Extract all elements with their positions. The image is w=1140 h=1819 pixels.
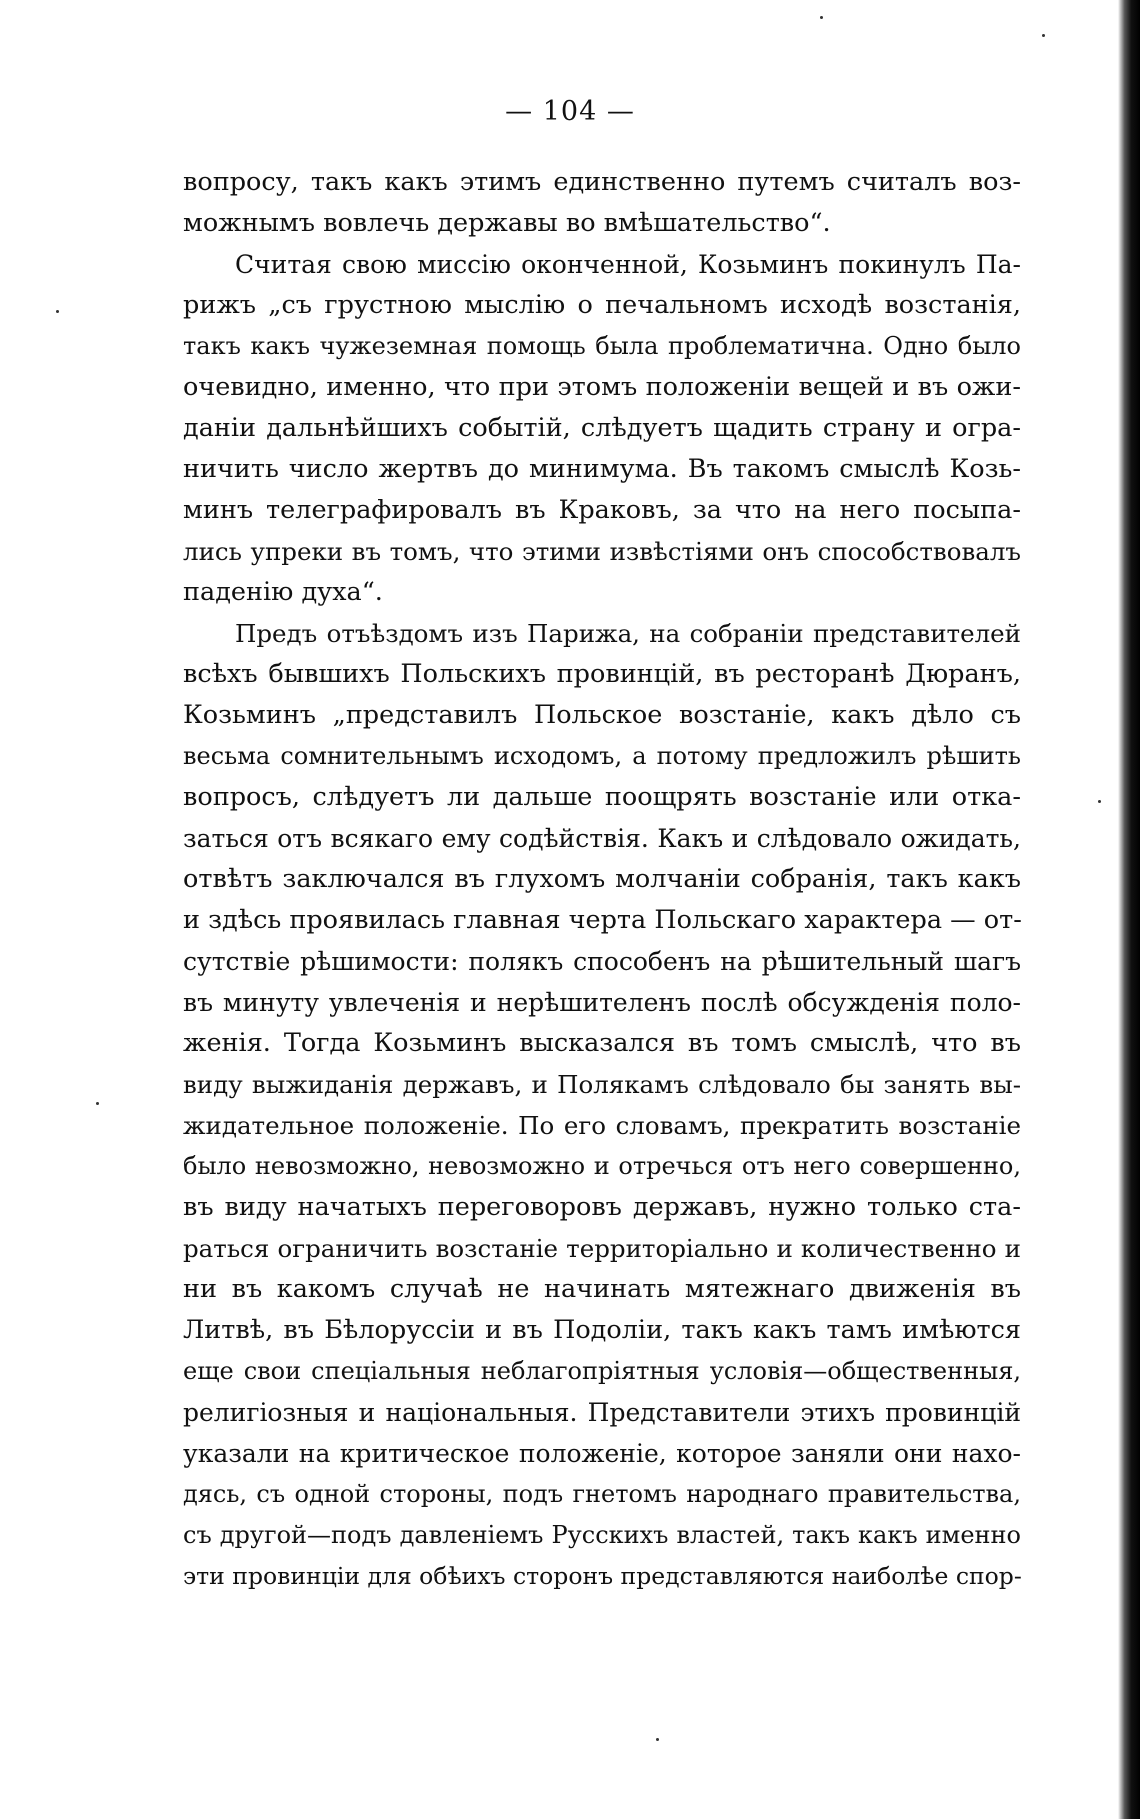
- scan-speck: [1098, 800, 1101, 803]
- text-line: было невозможно, невозможно и отречься отъ него совершенно,: [183, 1152, 1021, 1180]
- text-line: сутствіе рѣшимости: полякъ способенъ на рѣшительный шагъ: [183, 947, 1021, 976]
- page-number: — 104 —: [505, 96, 635, 127]
- text-line: Предъ отъѣздомъ изъ Парижа, на собраніи представителей: [235, 619, 1021, 648]
- text-line: въ минуту увлеченія и нерѣшителенъ послѣ обсужденія поло-: [183, 988, 1021, 1017]
- text-line: даніи дальнѣйшихъ событій, слѣдуетъ щадить страну и огра-: [183, 413, 1021, 443]
- text-line: дясь, съ одной стороны, подъ гнетомъ народнаго правительства,: [183, 1480, 1021, 1508]
- text-line: указали на критическое положеніе, которое заняли они нахо-: [183, 1439, 1021, 1468]
- scan-speck: [1042, 34, 1045, 37]
- text-line: съ другой—подъ давленіемъ Русскихъ властей, такъ какъ именно: [183, 1521, 1021, 1549]
- text-line: виду выжиданія державъ, и Полякамъ слѣдовало бы занять вы-: [183, 1070, 1021, 1099]
- text-line: ничить число жертвъ до минимума. Въ такомъ смыслѣ Козь-: [183, 454, 1021, 484]
- text-line: женія. Тогда Козьминъ высказался въ томъ смыслѣ, что въ: [183, 1028, 1021, 1058]
- text-line: вопросу, такъ какъ этимъ единственно путемъ считалъ воз-: [183, 167, 1021, 197]
- text-line: лись упреки въ томъ, что этими извѣстіями онъ способствовалъ: [183, 537, 1021, 566]
- text-line: эти провинціи для обѣихъ сторонъ представляются наиболѣе спор-: [183, 1562, 1022, 1590]
- text-line: въ виду начатыхъ переговоровъ державъ, нужно только ста-: [183, 1192, 1021, 1222]
- scan-speck: [96, 1102, 99, 1105]
- text-line: минъ телеграфировалъ въ Краковъ, за что на него посыпа-: [183, 495, 1021, 525]
- text-line: весьма сомнительнымъ исходомъ, а потому предложилъ рѣшить: [183, 742, 1021, 770]
- text-line: паденію духа“.: [183, 577, 383, 607]
- text-line: такъ какъ чужеземная помощь была проблематична. Одно было: [183, 332, 1021, 360]
- scan-speck: [820, 16, 823, 19]
- text-line: ни въ какомъ случаѣ не начинать мятежнаго движенія въ: [183, 1274, 1021, 1304]
- text-line: заться отъ всякаго ему содѣйствія. Какъ и слѣдовало ожидать,: [183, 824, 1021, 853]
- page-edge-shadow: [1118, 0, 1140, 1819]
- text-line: Считая свою миссію оконченной, Козьминъ покинулъ Па-: [235, 250, 1021, 279]
- scan-speck: [56, 310, 59, 313]
- text-line: раться ограничить возстаніе территоріально и количественно и: [183, 1234, 1021, 1263]
- text-line: жидательное положеніе. По его словамъ, прекратить возстаніе: [183, 1111, 1021, 1140]
- body-text: [183, 162, 1021, 1597]
- text-line: и здѣсь проявилась главная черта Польскаго характера — от-: [183, 905, 1022, 935]
- text-line: рижъ „съ грустною мыслію о печальномъ исходѣ возстанія,: [183, 290, 1021, 320]
- text-line: Литвѣ, въ Бѣлоруссіи и въ Подоліи, такъ какъ тамъ имѣются: [183, 1315, 1021, 1345]
- text-line: религіозныя и національныя. Представители этихъ провинцій: [183, 1398, 1021, 1427]
- text-line: очевидно, именно, что при этомъ положеніи вещей и въ ожи-: [183, 372, 1021, 402]
- text-line: всѣхъ бывшихъ Польскихъ провинцій, въ ресторанѣ Дюранъ,: [183, 659, 1021, 689]
- text-line: отвѣтъ заключался въ глухомъ молчаніи собранія, такъ какъ: [183, 864, 1021, 894]
- scan-speck: [656, 1738, 659, 1741]
- text-line: еще свои спеціальныя неблагопріятныя условія—общественныя,: [183, 1357, 1021, 1385]
- text-line: вопросъ, слѣдуетъ ли дальше поощрять возстаніе или отка-: [183, 782, 1021, 812]
- text-line: Козьминъ „представилъ Польское возстаніе, какъ дѣло съ: [183, 700, 1021, 730]
- text-line: можнымъ вовлечь державы во вмѣшательство“.: [183, 208, 831, 238]
